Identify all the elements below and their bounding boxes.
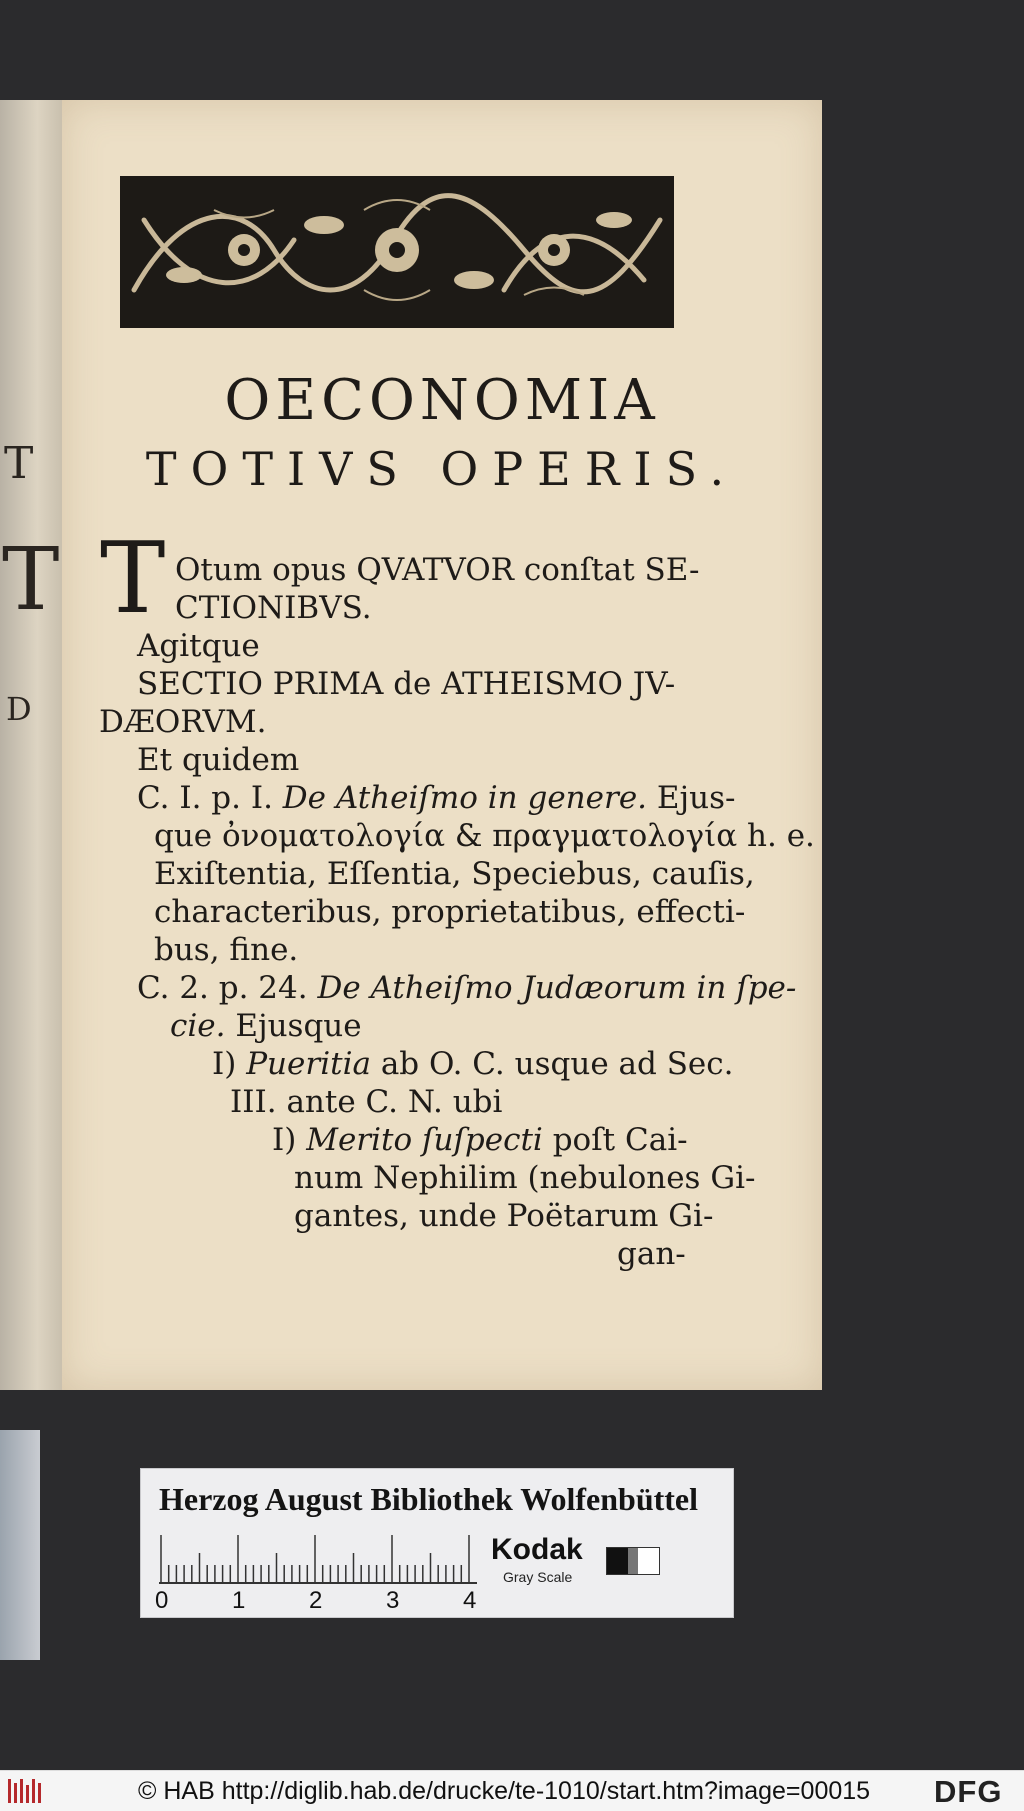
dfg-logo: DFG [934, 1774, 1003, 1809]
item-title: Merito ſuſpecti [306, 1122, 543, 1158]
text-line [137, 780, 735, 816]
gray-swatch [606, 1547, 660, 1575]
library-name: Herzog August Bibliothek Wolfenbüttel [159, 1481, 699, 1517]
left-page-lower-edge [0, 1430, 40, 1660]
kodak-logo: Kodak [491, 1533, 583, 1566]
ruler-scale [159, 1533, 479, 1585]
text-line: III. ante C. N. ubi [230, 1084, 503, 1120]
text-line: Et quidem [137, 742, 300, 778]
left-page-edge [0, 100, 62, 1390]
item-title: Pueritia [246, 1046, 371, 1082]
book-page [62, 100, 822, 1390]
footer-bar [0, 1770, 1024, 1811]
text-run: Ejusque [225, 1008, 362, 1044]
text-line: gantes, unde Poëtarum Gi- [294, 1198, 714, 1234]
text-line: CTIONIBVS. [175, 590, 372, 626]
text-line: DÆORVM. [99, 704, 267, 740]
text-run: Ejus- [647, 780, 736, 816]
ruler-number: 3 [386, 1587, 400, 1614]
chapter-ref: C. 2. p. 24. [137, 970, 318, 1006]
text-line: bus, fine. [154, 932, 299, 968]
text-run: poſt Cai- [542, 1122, 688, 1158]
chapter-title: cie. [170, 1008, 226, 1044]
text-line: num Nephilim (nebulones Gi- [294, 1160, 756, 1196]
drop-cap: T [100, 522, 166, 636]
ruler-number: 1 [232, 1587, 246, 1614]
ruler-number: 0 [155, 1587, 169, 1614]
calibration-card [140, 1468, 734, 1618]
text-line [170, 1008, 362, 1044]
text-line [272, 1122, 688, 1158]
text-run: ab O. C. usque ad Sec. [370, 1046, 734, 1082]
text-line: Agitque [137, 628, 260, 664]
page-title: OECONOMIA [224, 368, 660, 433]
item-number: I) [212, 1046, 247, 1082]
text-line [212, 1046, 734, 1082]
left-page-fragment: T [4, 438, 34, 489]
text-line [137, 970, 796, 1006]
item-number: I) [272, 1122, 307, 1158]
text-line: Otum opus QVATVOR conſtat SE- [175, 552, 700, 588]
text-line: characteribus, proprietatibus, effecti- [154, 894, 746, 930]
source-link[interactable]: © HAB http://diglib.hab.de/drucke/te-1010/start.htm?image=00015 [138, 1777, 871, 1805]
chapter-title: De Atheiſmo in genere. [282, 780, 648, 816]
text-line: que ὀνοματολογία & πραγματολογία h. e. [154, 818, 815, 854]
text-line: Exiſtentia, Eſſentia, Speciebus, cauſis, [154, 856, 755, 892]
page-subtitle: TOTIVS OPERIS. [145, 442, 739, 496]
left-page-fragment: T [2, 530, 60, 630]
ruler-number: 2 [309, 1587, 323, 1614]
ruler-number: 4 [463, 1587, 477, 1614]
text-line: SECTIO PRIMA de ATHEISMO JV- [137, 666, 676, 702]
catchword: gan- [617, 1236, 686, 1272]
hab-logo-icon [6, 1777, 46, 1805]
chapter-ref: C. I. p. I. [137, 780, 283, 816]
chapter-title: De Atheiſmo Judæorum in ſpe- [317, 970, 797, 1006]
ornament-headpiece [120, 176, 674, 328]
left-page-fragment: D [6, 690, 32, 728]
gray-scale-label: Gray Scale [503, 1569, 573, 1585]
